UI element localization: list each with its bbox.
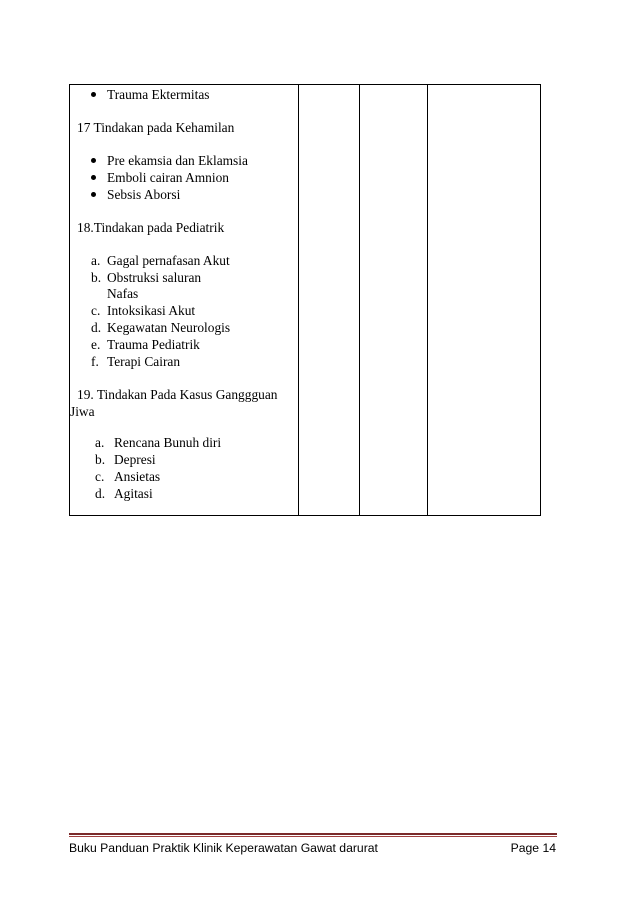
list-marker: a. bbox=[91, 253, 101, 268]
list-item: Rencana Bunuh diri bbox=[114, 435, 222, 450]
list-marker: c. bbox=[91, 303, 101, 318]
section-heading: Jiwa bbox=[70, 404, 95, 419]
list-item: Kegawatan Neurologis bbox=[107, 320, 231, 335]
list-marker: d. bbox=[91, 320, 102, 335]
list-marker: c. bbox=[95, 469, 105, 484]
footer-title: Buku Panduan Praktik Klinik Keperawatan Gawat darurat bbox=[69, 841, 378, 855]
list-item: Obstruksi saluran bbox=[107, 270, 202, 285]
list-item: Agitasi bbox=[114, 486, 153, 501]
column-divider bbox=[359, 85, 360, 515]
list-marker: b. bbox=[91, 270, 102, 285]
section-heading: 18.Tindakan pada Pediatrik bbox=[77, 220, 225, 235]
list-marker: e. bbox=[91, 337, 101, 352]
footer-rule bbox=[69, 836, 557, 837]
list-item: Nafas bbox=[107, 286, 139, 301]
column-divider bbox=[427, 85, 428, 515]
list-item: Terapi Cairan bbox=[107, 354, 181, 369]
section-heading: 19. Tindakan Pada Kasus Ganggguan bbox=[77, 387, 278, 402]
list-item: Intoksikasi Akut bbox=[107, 303, 196, 318]
column-divider bbox=[298, 85, 299, 515]
list-item: Depresi bbox=[114, 452, 156, 467]
checklist-table bbox=[69, 84, 541, 516]
footer-rule bbox=[69, 833, 557, 835]
page-number: Page 14 bbox=[510, 841, 556, 855]
list-item: Ansietas bbox=[114, 469, 161, 484]
section-heading: 17 Tindakan pada Kehamilan bbox=[77, 120, 235, 135]
list-item: Sebsis Aborsi bbox=[107, 187, 181, 202]
list-marker: a. bbox=[95, 435, 105, 450]
list-marker: f. bbox=[91, 354, 99, 369]
list-marker: b. bbox=[95, 452, 106, 467]
list-item: Trauma Pediatrik bbox=[107, 337, 200, 352]
list-item: Pre ekamsia dan Eklamsia bbox=[107, 153, 248, 168]
list-item: Gagal pernafasan Akut bbox=[107, 253, 230, 268]
list-item: Trauma Ektermitas bbox=[107, 87, 210, 102]
list-item: Emboli cairan Amnion bbox=[107, 170, 229, 185]
list-marker: d. bbox=[95, 486, 106, 501]
